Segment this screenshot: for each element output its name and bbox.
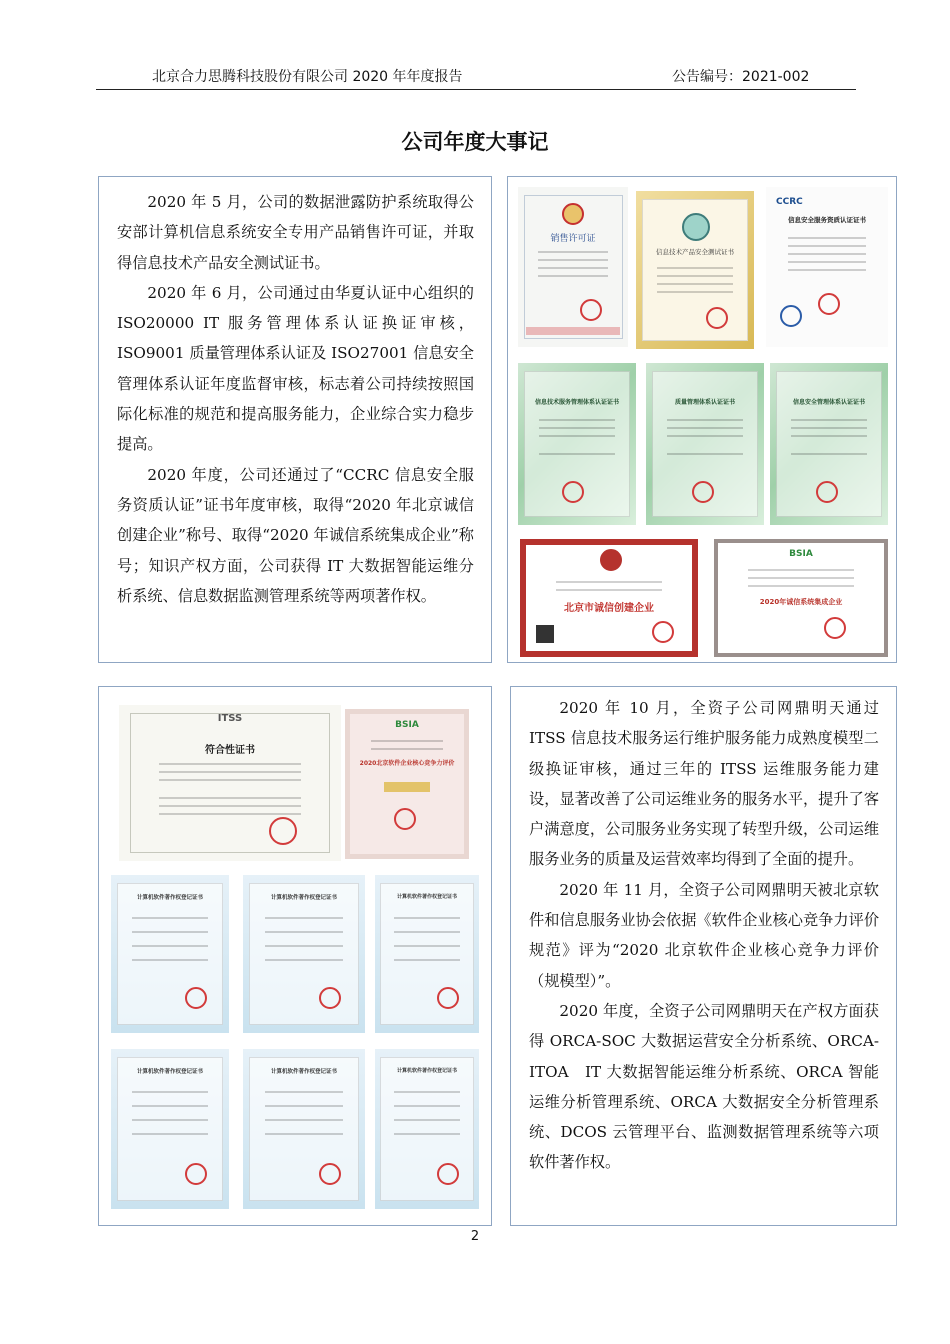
cert-label: 北京市诚信创建企业 [564, 603, 654, 614]
events-text-2 [511, 687, 896, 1178]
cert-label: 2020北京软件企业核心竞争力评价 [359, 760, 455, 767]
paragraph: 2020 年 11 月，全资子公司网鼎明天被北京软件和信息服务业协会依据《软件企业核心竞争力评价规范》评为“2020 北京软件企业核心竞争力评价（规模型）”。 [529, 880, 879, 990]
ccrc-logo: CCRC [776, 197, 803, 207]
software-copyright-certificate [243, 875, 365, 1033]
cert-label: 计算机软件著作权登记证书 [396, 1068, 457, 1074]
header-divider [96, 89, 856, 90]
cert-label: 计算机软件著作权登记证书 [270, 895, 337, 901]
cert-label: 信息技术服务管理体系认证证书 [534, 399, 619, 406]
certificates-image-1 [507, 176, 897, 663]
paragraph: 2020 年度，公司还通过了“CCRC 信息安全服务资质认证”证书年度审核，取得“2020 年北京诚信创建企业”称号、取得“2020 年诚信系统集成企业”称号；知识产权方面，公司获得 IT 大数据智能运维分析系统、信息数据监测管理系统等两项著作权。 [117, 465, 474, 605]
cert-label: 销售许可证 [550, 234, 596, 244]
page-title: 公司年度大事记 [401, 130, 549, 154]
cert-label: 信息安全管理体系认证证书 [792, 399, 865, 406]
software-copyright-certificate [375, 875, 479, 1033]
cert-label: 信息安全服务资质认证证书 [788, 216, 866, 224]
ccrc-certificate [766, 187, 888, 347]
cert-label: 质量管理体系认证证书 [674, 399, 735, 406]
itss-logo: ITSS [217, 713, 243, 724]
announcement-number: 公告编号：2021-002 [672, 69, 810, 85]
cert-label: 计算机软件著作权登记证书 [396, 894, 457, 900]
paragraph: 2020 年度，全资子公司网鼎明天在产权方面获得 ORCA-SOC 大数据运营安全分析系统、ORCA-ITOA IT 大数据智能运维分析系统、ORCA 智能运维分析管理系统、ORCA 大数据安全分析管理系统、DCOS 云管理平台、监测数据管理系统等六项软件著作权。 [529, 1001, 879, 1172]
cert-label: 计算机软件著作权登记证书 [136, 895, 203, 901]
events-text-box-2 [510, 686, 897, 1226]
paragraph: 2020 年 5 月，公司的数据泄露防护系统取得公安部计算机信息系统安全专用产品销售许可证，并取得信息技术产品安全测试证书。 [117, 193, 474, 272]
certificates-image-2 [98, 686, 492, 1226]
events-text-1 [99, 177, 491, 611]
quality-management-certificate [646, 363, 764, 525]
product-security-test-certificate [636, 191, 754, 349]
cert-label: 信息技术产品安全测试证书 [656, 248, 734, 256]
page-number: 2 [470, 1229, 480, 1244]
events-text-box-1 [98, 176, 492, 663]
software-copyright-certificate [375, 1049, 479, 1209]
itss-conformity-certificate [119, 705, 341, 861]
sales-license-certificate [518, 187, 628, 347]
cert-label: 符合性证书 [205, 745, 255, 756]
software-copyright-certificate [243, 1049, 365, 1209]
bsia-logo: BSIA [395, 720, 419, 730]
beijing-integrity-enterprise-certificate [520, 539, 698, 657]
bsia-core-competitiveness-certificate [345, 709, 469, 859]
paragraph: 2020 年 10 月，全资子公司网鼎明天通过 ITSS 信息技术服务运行维护服务能力成熟度模型二级换证审核，通过三年的 ITSS 运维服务能力建设，显著改善了公司运维业务的服务水平，提升了客户满意度，公司服务业务实现了转型升级，公司运维服务业务的质量及运营效率均得到了全面的提升。 [529, 699, 879, 869]
cert-label: 计算机软件著作权登记证书 [136, 1069, 203, 1075]
cert-label: 2020年诚信系统集成企业 [759, 598, 843, 606]
system-integration-integrity-certificate [714, 539, 888, 657]
software-copyright-certificate [111, 1049, 229, 1209]
it-service-management-certificate [518, 363, 636, 525]
report-header-title: 北京合力思腾科技股份有限公司 2020 年年度报告 [152, 69, 463, 85]
information-security-management-certificate [770, 363, 888, 525]
paragraph: 2020 年 6 月，公司通过由华夏认证中心组织的 ISO20000 IT 服务管理体系认证换证审核，ISO9001 质量管理体系认证及 ISO27001 信息安全管理体系认证年度监督审核，标志着公司持续按照国际化标准的规范和提高服务能力，企业综合实力稳步提高。 [117, 283, 474, 454]
cert-label: 计算机软件著作权登记证书 [270, 1069, 337, 1075]
bsia-logo: BSIA [789, 549, 813, 559]
software-copyright-certificate [111, 875, 229, 1033]
